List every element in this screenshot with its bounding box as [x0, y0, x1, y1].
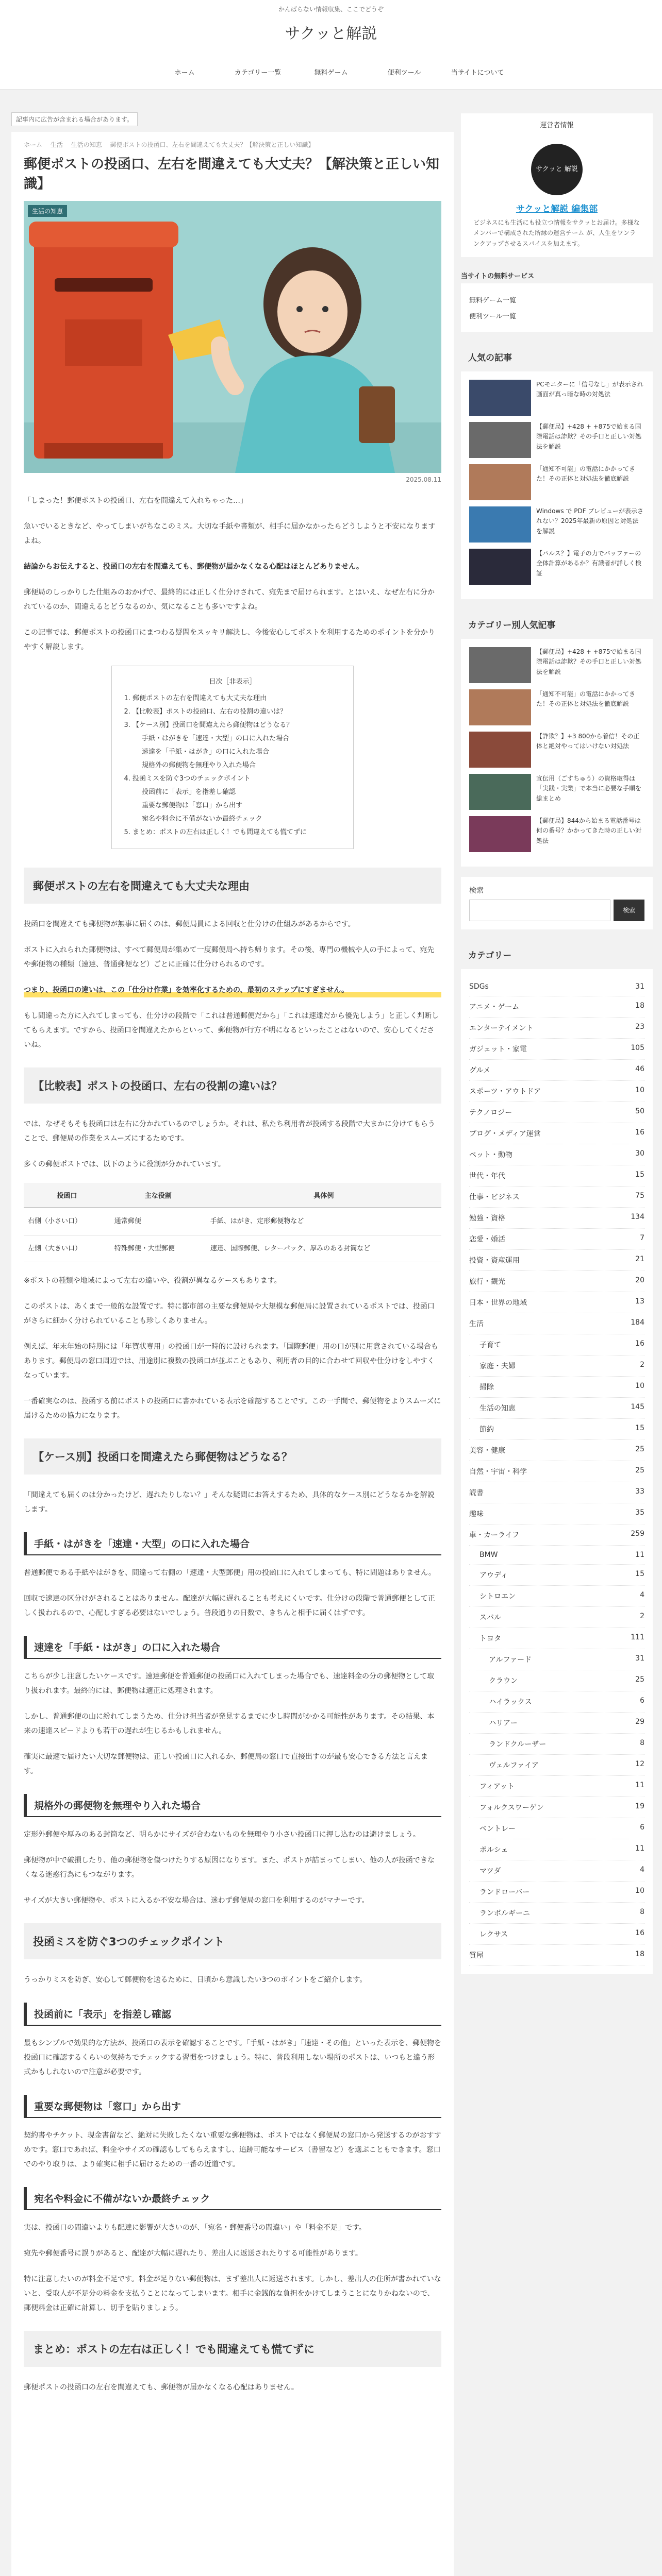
paragraph: 契約書やチケット、現金書留など、絶対に失敗したくない重要な郵便物は、ポストではなく郵便局の窓口から発送するのがおすすめです。窓口であれば、料金やサイズの確認もしてもらえますし、追跡可能なサービス（書留など）を選ぶこともできます。窓口でのやり取りは、より確実に相手に届けるための一番の近道です。	[24, 2131, 441, 2169]
category-count: 20	[635, 1276, 644, 1285]
category-name: グルメ	[469, 1066, 491, 1075]
paragraph: しかし、普通郵便の山に紛れてしまうため、仕分け担当者が発見するまでに少し時間がかかる可能性があります。その結果、本来の速達スピードよりも若干の遅れが生じるかもしれません。	[24, 1713, 435, 1736]
paragraph: 確実に最速で届けたい大切な郵便物は、正しい投函口に入れるか、郵便局の窓口で直接出すのが最も安心できる方法と言えます。	[24, 1753, 428, 1776]
featured-post[interactable]: 【郵便局】844から始まる電話番号は何の番号？かかってきた時の正しい対処法	[469, 816, 644, 852]
category-count: 184	[631, 1318, 644, 1327]
paragraph: 最もシンプルで効果的な方法が、投函口の表示を確認することです。「手紙・はがき」「速達・その他」といった表示を、郵便物を投函口に確認するくらいの気持ちでチェックする習慣をつけましょう。特に、普段利用しない場所のポストは、いつもと違う形式かもしれないので注意が必要です。	[24, 2039, 441, 2077]
category-name: ガジェット・家電	[469, 1045, 527, 1054]
category-name: スバル	[479, 1614, 501, 1622]
paragraph: サイズが大きい郵便物や、ポストに入るか不安な場合は、迷わず郵便局の窓口を利用するのがマナーです。	[24, 1896, 369, 1905]
post-thumbnail	[469, 816, 531, 852]
category-name: アウディ	[479, 1571, 508, 1580]
intro-paragraph: 結論からお伝えすると、投函口の左右を間違えても、郵便物が届かなくなる心配はほとんどありません。	[24, 563, 363, 571]
category-name: 投資・資産運用	[469, 1257, 520, 1265]
category-item[interactable]	[469, 1377, 644, 1398]
table-header: 主な役割	[110, 1183, 206, 1208]
paragraph: こちらが少し注意したいケースです。速達郵便を普通郵便の投函口に入れてしまった場合でも、速達料金の分の郵便物として取り扱われます。最終的には、郵便物は適正に処理されます。	[24, 1672, 435, 1696]
nav-item[interactable]: 無料ゲーム	[314, 69, 348, 77]
service-link[interactable]: 便利ツール一覧	[469, 313, 516, 321]
intro-paragraph: 郵便局のしっかりした仕組みのおかげで、最終的には正しく仕分けされて、宛先まで届けられます。とはいえ、なぜ左右に分かれているのか、間違えるとどうなるのか、気になることも多いですよね。	[24, 588, 435, 612]
widget-title: 人気の記事	[461, 342, 653, 371]
category-name: 掃除	[479, 1383, 494, 1392]
category-item[interactable]	[469, 996, 644, 1018]
paragraph: 普通郵便である手紙やはがきを、間違って右側の「速達・大型郵便」用の投函口に入れてしまっても、特に問題はありません。	[24, 1569, 436, 1578]
table-row: 左側（大きい口） 特殊郵便・大型郵便 速達、国際郵便、レターパック、厚みのある封筒など	[24, 1235, 441, 1262]
subsection-heading: 宛名や料金に不備がないか最終チェック	[24, 2187, 441, 2210]
breadcrumb-home[interactable]: ホーム	[24, 141, 43, 148]
category-name: 生活	[469, 1320, 484, 1329]
toc-item[interactable]: 5. まとめ：ポストの左右は正しく！でも間違えても慌てずに	[133, 826, 343, 839]
category-item[interactable]	[469, 1839, 644, 1860]
paragraph: うっかりミスを防ぎ、安心して郵便物を送るために、日頃から意識したい3つのポイントをご紹介します。	[24, 1976, 367, 1985]
search-button[interactable]: 検索	[614, 900, 644, 921]
category-count: 4	[640, 1866, 644, 1874]
subsection-heading: 規格外の郵便物を無理やり入れた場合	[24, 1794, 441, 1817]
category-item[interactable]	[469, 1524, 644, 1546]
category-item[interactable]	[469, 1607, 644, 1628]
category-count: 6	[640, 1823, 644, 1832]
category-item[interactable]	[469, 1945, 644, 1966]
category-name: ランドクルーザー	[489, 1740, 547, 1749]
category-item[interactable]	[469, 1102, 644, 1123]
category-item[interactable]	[469, 1039, 644, 1060]
category-label[interactable]: 生活の知恵	[28, 205, 67, 217]
category-item[interactable]	[469, 1546, 644, 1565]
category-count: 50	[635, 1107, 644, 1116]
avatar: サクッと 解説	[531, 144, 583, 195]
category-item[interactable]	[469, 1860, 644, 1882]
category-count: 7	[640, 1234, 644, 1243]
toc-subitem[interactable]: 規格外の郵便物を無理やり入れた場合	[142, 761, 256, 770]
category-name: クラウン	[489, 1677, 518, 1686]
category-item[interactable]	[469, 1903, 644, 1924]
category-item[interactable]	[469, 1018, 644, 1039]
category-count: 2	[640, 1612, 644, 1621]
category-item[interactable]	[469, 1208, 644, 1229]
post-thumbnail	[469, 464, 531, 500]
profile-name-link[interactable]: サクッと解説 編集部	[516, 204, 598, 214]
category-item[interactable]	[469, 1755, 644, 1776]
category-item[interactable]	[469, 1713, 644, 1734]
featured-post[interactable]: 宣伝用（ごすちゅう）の資格取得は「実践・実業」で本当に必要な手順を総まとめ	[469, 774, 644, 810]
subsection-heading: 速達を「手紙・はがき」の口に入れた場合	[24, 1636, 441, 1659]
category-count: 16	[635, 1128, 644, 1137]
toc-item[interactable]: 1. 郵便ポストの左右を間違えても大丈夫な理由	[133, 692, 343, 705]
category-item[interactable]	[469, 1292, 644, 1313]
category-name: フォルクスワーゲン	[479, 1804, 544, 1812]
post-thumbnail	[469, 380, 531, 416]
featured-post[interactable]: 【郵便局】+428 + +875で始まる国際電話は詐欺？その手口と正しい対処法を解説	[469, 647, 644, 683]
category-name: シトロエン	[479, 1592, 516, 1601]
paragraph: このポストは、あくまで一般的な設置です。特に都市部の主要な郵便局や大規模な郵便局に設置されているポストでは、投函口がさらに細かく分けられていることも珍しくありません。	[24, 1302, 435, 1326]
category-count: 145	[631, 1403, 644, 1412]
toc-subitem[interactable]: 宛名や料金に不備がないか最終チェック	[142, 815, 262, 823]
breadcrumb-item[interactable]: 生活の知恵	[71, 141, 102, 148]
category-count: 111	[631, 1633, 644, 1642]
category-count: 259	[631, 1530, 644, 1538]
paragraph: 宛先や郵便番号に誤りがあると、配達が大幅に遅れたり、差出人に返送されたりする可能性があります。	[24, 2249, 362, 2258]
category-name: 恋愛・婚活	[469, 1235, 505, 1244]
paragraph: もし間違った方に入れてしまっても、仕分けの段階で「これは普通郵便だから」「これは速達だから優先しよう」と正しく判断してもらえます。ですから、投函口を間違えたからといって、郵便物が行方不明になるといったことはないので、安心してくださいね。	[24, 1012, 439, 1049]
category-name: 子育て	[479, 1341, 501, 1350]
category-count: 11	[635, 1781, 644, 1790]
category-name: テクノロジー	[469, 1109, 512, 1117]
profile-description: ビジネスにも生活にも役立つ情報をサクッとお届け。多様なメンバーで構成された所縁の運営チーム が、人生をワンランクアップさせるスパイスを加えます。	[473, 219, 640, 247]
category-item[interactable]	[469, 1440, 644, 1461]
category-item[interactable]	[469, 1165, 644, 1187]
category-count: 2	[640, 1361, 644, 1369]
category-count: 6	[640, 1697, 644, 1705]
category-count: 11	[635, 1551, 644, 1560]
category-item[interactable]	[469, 1081, 644, 1102]
category-name: アニメ・ゲーム	[469, 1003, 520, 1012]
popular-post[interactable]: PCモニターに「信号なし」が表示され画面が真っ暗な時の対処法	[469, 380, 644, 416]
search-title: 検索	[469, 887, 484, 895]
category-item[interactable]	[469, 977, 644, 996]
paragraph: ポストに入れられた郵便物は、すべて郵便局が集めて一度郵便局へ持ち帰ります。その後、専門の機械や人の手によって、宛先や郵便物の種類（速達、普通郵便など）ごとに正確に仕分けられるのです。	[24, 946, 435, 969]
breadcrumb-item[interactable]: 生活	[50, 141, 63, 148]
sidebar	[461, 113, 653, 1985]
category-item[interactable]	[469, 1334, 644, 1355]
category-count: 75	[635, 1192, 644, 1200]
section-heading: まとめ：ポストの左右は正しく！でも間違えても慌てずに	[24, 2331, 441, 2367]
category-name: 勉強・資格	[469, 1214, 505, 1223]
category-name: 車・カーライフ	[469, 1531, 520, 1540]
paragraph: 多くの郵便ポストでは、以下のように役割が分かれています。	[24, 1160, 225, 1169]
category-name: 読書	[469, 1489, 484, 1498]
category-count: 29	[635, 1718, 644, 1726]
page-title: 郵便ポストの投函口、左右を間違えても大丈夫？【解決策と正しい知識】	[24, 157, 440, 192]
category-item[interactable]	[469, 1924, 644, 1945]
paragraph: 郵便物が中で破損したり、他の郵便物を傷つけたりする原因になります。また、ポストが詰まってしまい、他の人が投函できなくなる迷惑行為にもつながります。	[24, 1856, 435, 1879]
paragraph: つまり、投函口の違いは、この「仕分け作業」を効率化するための、最初のステップにすぎません。	[24, 983, 441, 997]
category-name: 世代・年代	[469, 1172, 505, 1181]
section-heading: 郵便ポストの左右を間違えても大丈夫な理由	[24, 868, 441, 904]
category-name: 仕事・ビジネス	[469, 1193, 520, 1202]
featured-widget	[461, 609, 653, 867]
popular-post[interactable]: Windows で PDF プレビューが表示されない？2025年最新の原因と対処法を解説	[469, 506, 644, 543]
category-name: 質屋	[469, 1952, 484, 1960]
category-name: マツダ	[479, 1867, 501, 1876]
site-logo[interactable]: サクッと解説	[0, 19, 662, 57]
post-date: 2025.08.11	[406, 476, 441, 484]
category-item[interactable]	[469, 1355, 644, 1377]
paragraph: 例えば、年末年始の時期には「年賀状専用」の投函口が一時的に設けられます。「国際郵便」用の口が別に用意されている場合もあります。郵便局の窓口周辺では、用途別に複数の投函口が並ぶこともあり、利用者の目的に合わせて回収や仕分けをしやすくなっています。	[24, 1343, 438, 1380]
popular-post[interactable]: 「通知不可能」の電話にかかってきた！その正体と対処法を徹底解説	[469, 464, 644, 500]
category-name: ブログ・メディア運営	[469, 1130, 541, 1139]
eyecatch-image	[24, 201, 441, 473]
post-thumbnail	[469, 549, 531, 585]
category-count: 30	[635, 1149, 644, 1158]
category-name: スポーツ・アウトドア	[469, 1088, 541, 1096]
paragraph: 特に注意したいのが料金不足です。料金が足りない郵便物は、まず差出人に返送されます。しかし、差出人の住所が書かれていないと、受取人が不足分の料金を支払うことになってしまいます。相手に金銭的な負担をかけてしまうことになりかねないので、郵便料金は正確に計算し、切手を貼りましょう。	[24, 2275, 441, 2313]
category-name: ポルシェ	[479, 1846, 508, 1855]
category-count: 12	[635, 1760, 644, 1769]
category-item[interactable]	[469, 1503, 644, 1524]
category-name: トヨタ	[479, 1635, 501, 1643]
toc-subitem[interactable]: 速達を「手紙・はがき」の口に入れた場合	[142, 748, 270, 756]
category-name: ハイラックス	[489, 1698, 532, 1707]
search-input[interactable]	[469, 900, 610, 921]
category-count: 15	[635, 1171, 644, 1179]
paragraph: 一番確実なのは、投函する前にポストの投函口に書かれている表示を確認することです。この一手間で、郵便物をよりスムーズに届けるための協力になります。	[24, 1397, 441, 1420]
toc-item[interactable]: 3. 【ケース別】投函口を間違えたら郵便物はどうなる？ 手紙・はがきを「速達・大型」の口に入れた場合 速達を「手紙・はがき」の口に入れた場合 規格外の郵便物を無理やり入れた場合	[133, 719, 343, 772]
toc-item[interactable]: 2. 【比較表】ポストの投函口、左右の役割の違いは？	[133, 705, 343, 719]
nav-item[interactable]: カテゴリー一覧	[234, 69, 282, 77]
category-widget	[461, 940, 653, 1974]
category-name: 日本・世界の地域	[469, 1299, 527, 1308]
category-count: 25	[635, 1466, 644, 1475]
category-item[interactable]	[469, 1229, 644, 1250]
category-count: 25	[635, 1675, 644, 1684]
category-item[interactable]	[469, 1482, 644, 1503]
widget-title: カテゴリー別人気記事	[461, 609, 653, 639]
category-item[interactable]	[469, 1691, 644, 1713]
category-count: 31	[635, 1654, 644, 1663]
category-item[interactable]	[469, 1419, 644, 1440]
post-thumbnail	[469, 689, 531, 725]
section-heading: 【比較表】ポストの投函口、左右の役割の違いは？	[24, 1067, 441, 1104]
category-item[interactable]	[469, 1461, 644, 1482]
intro-paragraph: 「しまった！郵便ポストの投函口、左右を間違えて入れちゃった…」	[24, 497, 247, 505]
category-item[interactable]	[469, 1123, 644, 1144]
category-item[interactable]	[469, 1187, 644, 1208]
category-count: 23	[635, 1023, 644, 1031]
category-name: フィアット	[479, 1783, 515, 1791]
category-name: ランドローバー	[479, 1888, 530, 1897]
category-item[interactable]	[469, 1250, 644, 1271]
widget-title: カテゴリー	[461, 940, 653, 969]
nav-item[interactable]: 当サイトについて	[451, 69, 504, 77]
table-note: ※ポストの種類や地域によって左右の違いや、役割が異なるケースもあります。	[24, 1277, 282, 1285]
paragraph: では、なぜそもそも投函口は左右に分かれているのでしょうか。それは、私たち利用者が投函する段階で大まかに分けてもらうことで、郵便局の作業をスムーズにするためです。	[24, 1120, 435, 1143]
paragraph: 郵便ポストの投函口の左右を間違えても、郵便物が届かなくなる心配はありません。	[24, 2383, 299, 2392]
category-count: 35	[635, 1509, 644, 1517]
category-name: 美容・健康	[469, 1447, 505, 1455]
category-count: 18	[635, 1002, 644, 1010]
category-count: 8	[640, 1908, 644, 1917]
category-count: 16	[635, 1929, 644, 1938]
paragraph: 回収で速達の区分けがされることはありません。配達が大幅に遅れることも考えにくいです。仕分けの段階で普通郵便として正しく扱われるので、心配しすぎる必要はないでしょう。普段通りの日数で、きちんと相手に届くはずです。	[24, 1595, 435, 1618]
table-of-contents	[111, 666, 354, 849]
category-name: アルファード	[489, 1656, 532, 1665]
popular-widget	[461, 342, 653, 599]
site-tagline: かんばらない情報収集、ここでどうぞ	[0, 0, 662, 19]
category-item[interactable]	[469, 1586, 644, 1607]
category-count: 10	[635, 1086, 644, 1095]
subsection-heading: 投函前に「表示」を指差し確認	[24, 2003, 441, 2026]
category-name: 旅行・観光	[469, 1278, 505, 1286]
services-widget	[461, 267, 653, 332]
intro-paragraph: この記事では、郵便ポストの投函口にまつわる疑問をスッキリ解決し、今後安心してポストを利用するためのポイントを分かりやすく解説します。	[24, 629, 435, 652]
post-thumbnail	[469, 506, 531, 543]
category-item[interactable]	[469, 1628, 644, 1649]
widget-title: 当サイトの無料サービス	[461, 267, 653, 283]
paragraph: 「間違えても届くのは分かったけど、遅れたりしない？」そんな疑問にお答えするため、具体的なケース別にどうなるかを解説します。	[24, 1491, 435, 1514]
post-thumbnail	[469, 422, 531, 458]
category-count: 21	[635, 1255, 644, 1264]
table-header: 投函口	[24, 1183, 110, 1208]
category-name: ペット・動物	[469, 1151, 512, 1160]
category-count: 25	[635, 1445, 644, 1454]
category-item[interactable]	[469, 1144, 644, 1165]
category-name: ベントレー	[479, 1825, 516, 1834]
category-count: 19	[635, 1802, 644, 1811]
popular-post[interactable]: 【パルス？】電子の力でバッファーの全体計算があるか？有識者が詳しく検証	[469, 549, 644, 585]
category-count: 134	[631, 1213, 644, 1222]
global-nav	[0, 57, 662, 90]
category-item[interactable]	[469, 1670, 644, 1691]
paragraph: 定形外郵便や厚みのある封筒など、明らかにサイズが合わないものを無理やり小さい投函口に押し込むのは避けましょう。	[24, 1831, 420, 1839]
section-heading: 【ケース別】投函口を間違えたら郵便物はどうなる？	[24, 1438, 441, 1475]
subsection-heading: 重要な郵便物は「窓口」から出す	[24, 2095, 441, 2118]
category-count: 4	[640, 1591, 644, 1600]
toc-toggle[interactable]: 目次［非表示］	[209, 678, 256, 686]
category-count: 10	[635, 1887, 644, 1895]
nav-item[interactable]: 便利ツール	[387, 69, 421, 77]
post-thumbnail	[469, 647, 531, 683]
featured-post[interactable]: 【詐欺？】+3 800から着信！その正体と絶対やってはいけない対処法	[469, 732, 644, 768]
featured-post[interactable]: 「通知不可能」の電話にかかってきた！その正体と対処法を徹底解説	[469, 689, 644, 725]
search-widget	[461, 877, 653, 929]
woman-mailbox-illustration	[24, 201, 441, 473]
nav-item[interactable]: ホーム	[174, 69, 195, 77]
category-name: SDGs	[469, 982, 489, 991]
category-item[interactable]	[469, 1398, 644, 1419]
category-item[interactable]	[469, 1313, 644, 1334]
category-count: 15	[635, 1424, 644, 1433]
post-thumbnail	[469, 774, 531, 810]
toc-subitem[interactable]: 投函前に「表示」を指差し確認	[142, 788, 236, 796]
table-header: 具体例	[206, 1183, 441, 1208]
category-name: レクサス	[479, 1930, 508, 1939]
category-name: BMW	[479, 1551, 498, 1560]
category-name: 生活の知恵	[479, 1404, 516, 1413]
table-row: 右側（小さい口） 通常郵便 手紙、はがき、定形郵便物など	[24, 1208, 441, 1235]
profile-label: 運営者情報	[461, 113, 653, 135]
paragraph: 投函口を間違えても郵便物が無事に届くのは、郵便局員による回収と仕分けの仕組みがあるからです。	[24, 920, 355, 929]
category-count: 11	[635, 1844, 644, 1853]
paragraph: 実は、投函口の間違いよりも配達に影響が大きいのが、「宛名・郵便番号の間違い」や「料金不足」です。	[24, 2224, 366, 2232]
subsection-heading: 手紙・はがきを「速達・大型」の口に入れた場合	[24, 1532, 441, 1555]
category-item[interactable]	[469, 1776, 644, 1797]
toc-item[interactable]: 4. 投函ミスを防ぐ3つのチェックポイント 投函前に「表示」を指差し確認 重要な郵便物は「窓口」から出す 宛名や料金に不備がないか最終チェック	[133, 772, 343, 826]
category-item[interactable]	[469, 1060, 644, 1081]
category-count: 8	[640, 1739, 644, 1748]
category-item[interactable]	[469, 1649, 644, 1670]
category-count: 46	[635, 1065, 644, 1074]
popular-post[interactable]: 【郵便局】+428 + +875で始まる国際電話は詐欺？その手口と正しい対処法を解説	[469, 422, 644, 458]
category-name: ハリアー	[489, 1719, 518, 1728]
category-name: ヴェルファイア	[489, 1761, 539, 1770]
category-item[interactable]	[469, 1734, 644, 1755]
category-name: 家庭・夫婦	[479, 1362, 516, 1371]
category-item[interactable]	[469, 1271, 644, 1292]
article	[11, 132, 454, 2576]
service-link[interactable]: 無料ゲーム一覧	[469, 297, 517, 305]
category-count: 105	[631, 1044, 644, 1053]
category-count: 13	[635, 1297, 644, 1306]
category-count: 16	[635, 1340, 644, 1348]
toc-subitem[interactable]: 手紙・はがきを「速達・大型」の口に入れた場合	[142, 735, 290, 743]
category-name: 節約	[479, 1426, 494, 1434]
category-item[interactable]	[469, 1797, 644, 1818]
category-count: 18	[635, 1950, 644, 1959]
breadcrumb-current: 郵便ポストの投函口、左右を間違えても大丈夫？【解決策と正しい知識】	[110, 141, 315, 148]
category-name: エンターテイメント	[469, 1024, 534, 1033]
post-thumbnail	[469, 732, 531, 768]
category-name: 自然・宇宙・科学	[469, 1468, 527, 1477]
ad-notice: 記事内に広告が含まれる場合があります。	[11, 112, 138, 126]
category-name: 趣味	[469, 1510, 484, 1519]
comparison-table	[24, 1183, 441, 1262]
intro-paragraph: 急いでいるときなど、やってしまいがちなこのミス。大切な手紙や書類が、相手に届かなかったらどうしようと不安になりますよね。	[24, 522, 436, 546]
section-heading: 投函ミスを防ぐ3つのチェックポイント	[24, 1923, 441, 1959]
category-name: ランボルギーニ	[479, 1909, 530, 1918]
profile-widget	[461, 113, 653, 257]
category-item[interactable]	[469, 1818, 644, 1839]
category-item[interactable]	[469, 1882, 644, 1903]
category-item[interactable]	[469, 1565, 644, 1586]
category-count: 31	[635, 982, 644, 991]
category-count: 10	[635, 1382, 644, 1391]
toc-subitem[interactable]: 重要な郵便物は「窓口」から出す	[142, 802, 243, 810]
category-count: 33	[635, 1487, 644, 1496]
breadcrumb	[24, 140, 441, 149]
category-count: 15	[635, 1570, 644, 1579]
